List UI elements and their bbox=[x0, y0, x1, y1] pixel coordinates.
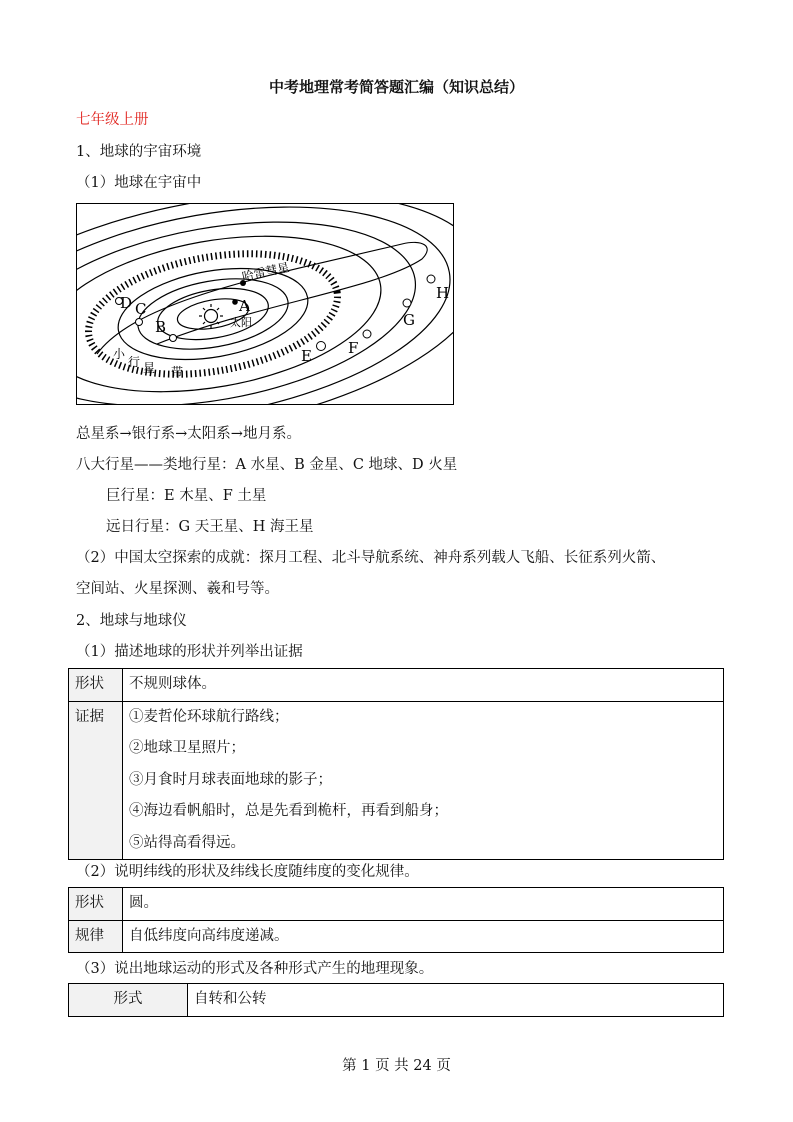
solar-system-svg bbox=[77, 204, 454, 405]
planet-g-icon bbox=[403, 299, 411, 307]
label-f: F bbox=[348, 339, 359, 357]
evidence-item: ⑤站得高看得远。 bbox=[129, 834, 245, 851]
lat-rule-label-cell bbox=[69, 920, 123, 953]
section2-sub3: （3）说出地球运动的形式及各种形式产生的地理现象。 bbox=[76, 961, 434, 977]
belt-char-4: 带 bbox=[171, 365, 184, 379]
lat-rule-value: 自低纬度向高纬度递减。 bbox=[129, 927, 289, 944]
planets-line: 八大行星——类地行星：A 水星、B 金星、C 地球、D 火星 bbox=[76, 457, 458, 473]
lat-shape-label-cell bbox=[69, 888, 123, 921]
lat-shape-value-cell bbox=[123, 888, 724, 921]
earth-shape-table bbox=[68, 668, 724, 860]
orbit-g bbox=[77, 204, 454, 405]
planet-e-icon bbox=[317, 342, 326, 351]
shape-label: 形状 bbox=[75, 676, 104, 692]
label-a: A bbox=[239, 297, 250, 315]
label-d: D bbox=[120, 294, 133, 312]
lat-shape-value: 圆。 bbox=[129, 895, 158, 911]
lat-rule-label: 规律 bbox=[75, 927, 104, 944]
form-label: 形式 bbox=[113, 991, 143, 1007]
evidence-label: 证据 bbox=[75, 708, 104, 725]
orbit-h bbox=[77, 204, 454, 405]
evidence-item: ②地球卫星照片； bbox=[129, 740, 245, 756]
shape-value-cell bbox=[123, 669, 724, 702]
form-value-cell bbox=[188, 984, 724, 1017]
evidence-label-cell bbox=[69, 701, 123, 860]
comet-label: 哈雷彗星 bbox=[240, 260, 291, 284]
lat-shape-label: 形状 bbox=[75, 895, 104, 911]
grade-heading: 七年级上册 bbox=[76, 112, 149, 128]
section2-sub2: （2）说明纬线的形状及纬线长度随纬度的变化规律。 bbox=[76, 864, 419, 880]
label-h: H bbox=[436, 284, 450, 302]
planet-b-icon bbox=[170, 335, 177, 342]
label-e: E bbox=[301, 347, 312, 365]
belt-char-3: 星 bbox=[143, 361, 156, 375]
evidence-item: ①麦哲伦环球航行路线； bbox=[129, 708, 289, 725]
far-planets-line: 远日行星：G 天王星、H 海王星 bbox=[106, 519, 314, 535]
belt-char-1: 小 bbox=[113, 347, 126, 361]
shape-label-cell bbox=[69, 669, 123, 702]
label-b: B bbox=[155, 318, 167, 336]
belt-char-2: 行 bbox=[128, 355, 141, 369]
evidence-list-cell bbox=[123, 701, 724, 860]
comet-orbit bbox=[97, 242, 427, 354]
earth-motion-table bbox=[68, 983, 724, 1017]
planet-c-icon bbox=[136, 319, 143, 326]
solar-system-diagram bbox=[76, 203, 454, 405]
section1-heading: 1、地球的宇宙环境 bbox=[76, 144, 202, 160]
form-label-cell bbox=[69, 984, 188, 1017]
latitude-table bbox=[68, 887, 724, 953]
sun-label: 太阳 bbox=[230, 316, 252, 329]
section2-heading: 2、地球与地球仪 bbox=[76, 613, 187, 629]
giant-planets-line: 巨行星：E 木星、F 土星 bbox=[106, 488, 267, 504]
section2-sub1: （1）描述地球的形状并列举出证据 bbox=[76, 644, 303, 660]
space-line-2: 空间站、火星探测、羲和号等。 bbox=[76, 581, 279, 597]
galaxy-line: 总星系→银行系→太阳系→地月系。 bbox=[76, 426, 301, 442]
planet-f-icon bbox=[363, 330, 371, 338]
page-footer: 第 1 页 共 24 页 bbox=[342, 1058, 451, 1074]
evidence-item: ③月食时月球表面地球的影子； bbox=[129, 771, 332, 788]
section1-sub1: （1）地球在宇宙中 bbox=[76, 175, 202, 191]
space-line-1: （2）中国太空探索的成就：探月工程、北斗导航系统、神舟系列载人飞船、长征系列火箭、 bbox=[76, 550, 666, 566]
page-title: 中考地理常考简答题汇编（知识总结） bbox=[268, 78, 524, 96]
planet-h-icon bbox=[427, 275, 435, 283]
label-c: C bbox=[135, 300, 147, 318]
label-g: G bbox=[403, 311, 415, 329]
form-value: 自转和公转 bbox=[194, 991, 267, 1007]
lat-rule-value-cell bbox=[123, 920, 724, 953]
sun-icon bbox=[199, 304, 223, 328]
evidence-item: ④海边看帆船时，总是先看到桅杆，再看到船身； bbox=[129, 803, 448, 819]
planet-a-dot bbox=[232, 299, 238, 305]
shape-value: 不规则球体。 bbox=[129, 676, 216, 692]
